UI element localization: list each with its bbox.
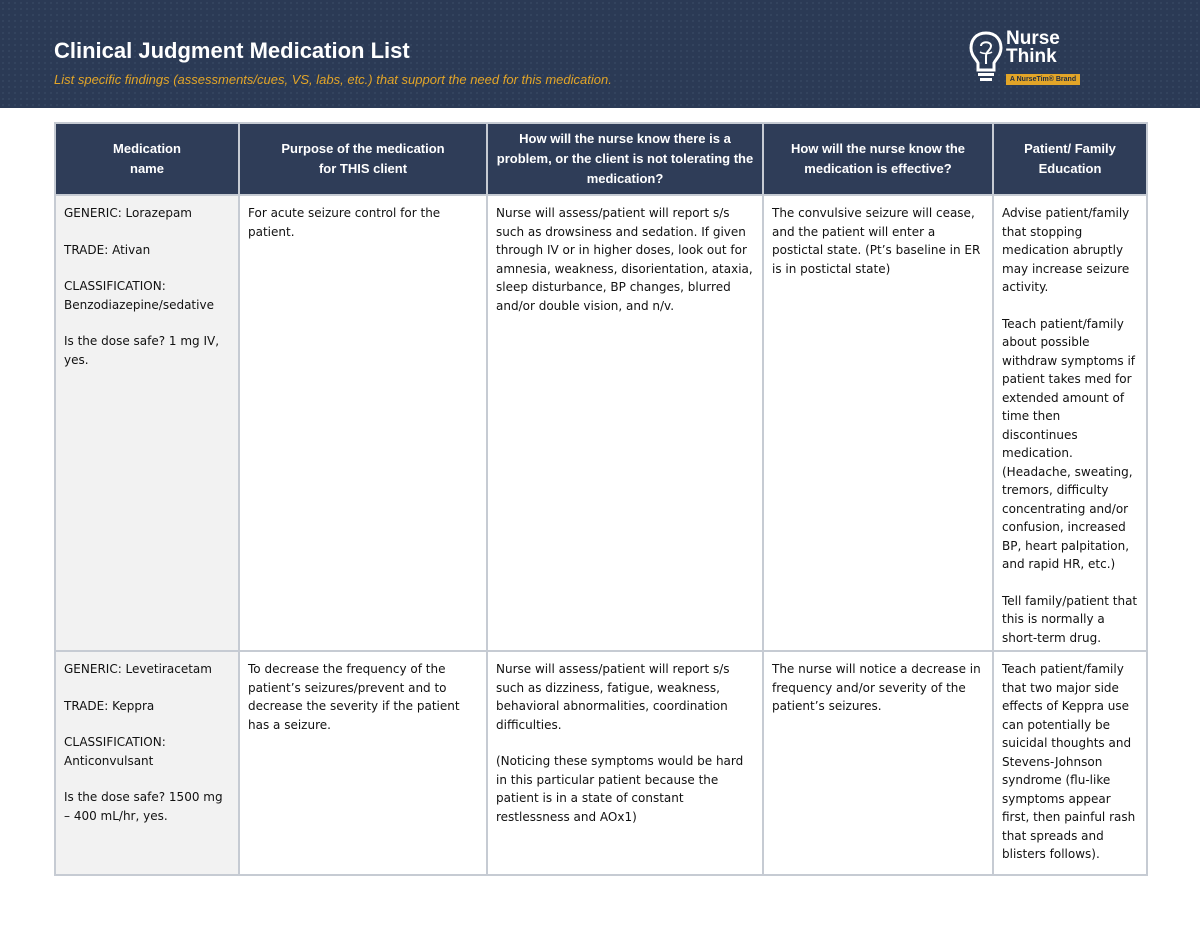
classification-label: CLASSIFICATION: — [64, 735, 166, 749]
trade-name: TRADE: Ativan — [64, 242, 151, 257]
medication-table — [54, 122, 1148, 876]
medication-name-cell — [55, 651, 239, 875]
education-text: Advise patient/family that stopping medication abruptly may increase seizure activity. — [1002, 206, 1130, 294]
effective-text: The nurse will notice a decrease in frequency and/or severity of the patient’s seizures. — [772, 662, 981, 713]
problem-note: (Noticing these symptoms would be hard in this particular patient because the patient is in a state of constant restlessness and AOx1) — [496, 754, 744, 824]
header-effective: How will the nurse know the medication is effective? — [763, 123, 993, 195]
table-row — [55, 195, 1147, 651]
header-purpose-line1: Purpose of the medication — [281, 141, 445, 156]
logo-word-think: Think — [1006, 46, 1057, 67]
header-education — [993, 123, 1147, 195]
education-cell — [993, 195, 1147, 651]
logo-word-nurse: Nurse — [1006, 28, 1060, 49]
lightbulb-brain-icon — [968, 30, 1004, 84]
purpose-text: For acute seizure control for the patient. — [248, 206, 441, 239]
header-problem: How will the nurse know there is a problem, or the client is not tolerating the medication? — [487, 123, 763, 195]
header-purpose-line2: for THIS client — [318, 161, 408, 176]
problem-text: Nurse will assess/patient will report s/s such as dizziness, fatigue, weakness, behavioral abnormalities, coordination difficulties. — [496, 662, 730, 732]
dose-safety: Is the dose safe? 1 mg IV, yes. — [64, 334, 220, 367]
purpose-text: To decrease the frequency of the patient’s seizures/prevent and to decrease the severity if the patient has a seizure. — [248, 662, 460, 732]
purpose-cell — [239, 195, 487, 651]
classification-label: CLASSIFICATION: — [64, 279, 166, 293]
dose-safety: Is the dose safe? 1500 mg – 400 mL/hr, yes. — [64, 790, 223, 823]
classification-value: Benzodiazepine/sedative — [64, 297, 214, 312]
page-header — [0, 0, 1200, 108]
effective-text: The convulsive seizure will cease, and the patient will enter a postictal state. (Pt’s baseline in ER is in postictal state) — [772, 206, 981, 276]
purpose-cell — [239, 651, 487, 875]
generic-name: GENERIC: Lorazepam — [64, 206, 192, 220]
nursethink-logo — [968, 28, 1084, 90]
generic-name: GENERIC: Levetiracetam — [64, 662, 212, 676]
education-cell — [993, 651, 1147, 875]
logo-tagline: A NurseTim® Brand — [1006, 74, 1080, 85]
problem-cell — [487, 195, 763, 651]
effective-cell — [763, 195, 993, 651]
education-text: Tell family/patient that this is normally a short-term drug. — [1002, 593, 1138, 645]
header-medication-name — [55, 123, 239, 195]
medication-name-cell — [55, 195, 239, 651]
table-header-row — [55, 123, 1147, 195]
problem-text: Nurse will assess/patient will report s/s such as drowsiness and sedation. If given through IV or in higher doses, look out for amnesia, weakness, disorientation, ataxia, sleep disturbance, BP changes, blurred and/or double vision, and n/v. — [496, 206, 753, 313]
header-education-line2: Education — [1038, 161, 1102, 176]
page-subtitle: List specific findings (assessments/cues, VS, labs, etc.) that support the need for this medication. — [54, 72, 612, 87]
trade-name: TRADE: Keppra — [64, 698, 155, 713]
education-text: Teach patient/family about possible withdraw symptoms if patient takes med for extended amount of time then discontinues medication. (Headache, sweating, tremors, difficulty concentrating and/or confusion, increased BP, heart palpitation, and rapid HR, etc.) — [1002, 316, 1136, 571]
header-medication-name-line2: name — [130, 161, 164, 176]
header-education-line1: Patient/ Family — [1024, 141, 1116, 156]
education-text: Teach patient/family that two major side effects of Keppra use can potentially be suicidal thoughts and Stevens-Johnson syndrome (flu-like symptoms appear first, then painful rash that spreads and blisters follows). — [1002, 662, 1136, 861]
classification-value: Anticonvulsant — [64, 753, 154, 768]
table-row — [55, 651, 1147, 875]
page-title: Clinical Judgment Medication List — [54, 38, 410, 63]
problem-cell — [487, 651, 763, 875]
effective-cell — [763, 651, 993, 875]
header-purpose — [239, 123, 487, 195]
header-medication-name-line1: Medication — [113, 141, 181, 156]
